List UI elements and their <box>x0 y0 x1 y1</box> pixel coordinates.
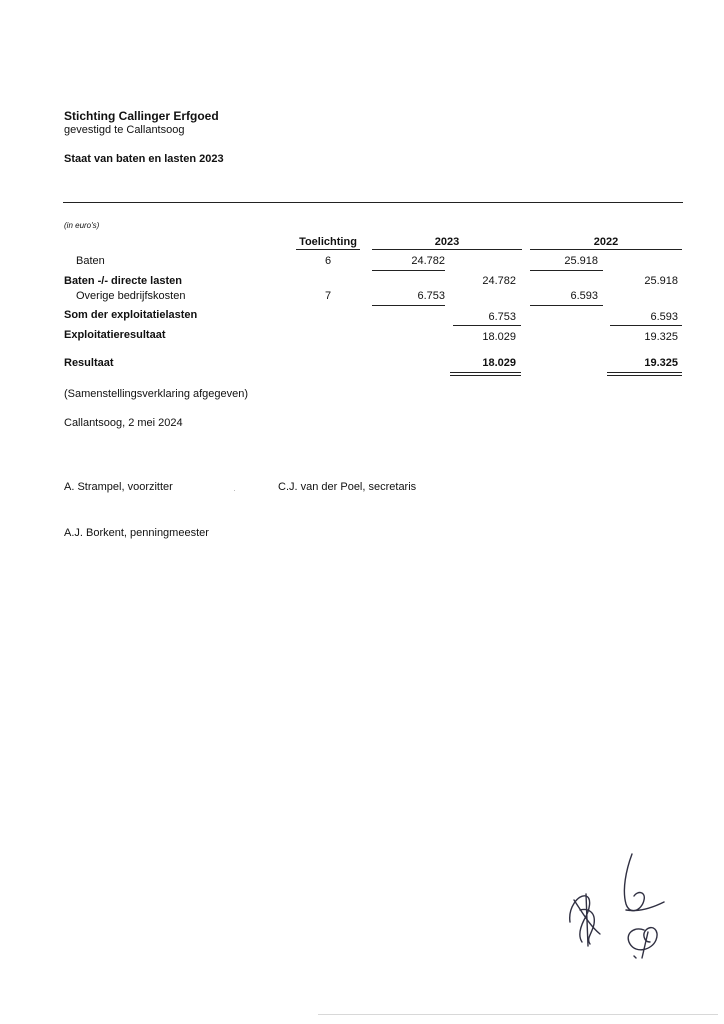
signatory-secretary: C.J. van der Poel, secretaris <box>278 481 417 493</box>
total-underline <box>453 325 521 326</box>
column-header-underline <box>296 249 360 250</box>
column-header-underline <box>372 249 522 250</box>
header-divider <box>63 202 683 203</box>
row-label-exploitatieresultaat: Exploitatieresultaat <box>64 329 166 341</box>
compilation-statement: (Samenstellingsverklaring afgegeven) <box>64 388 249 400</box>
place-and-date: Callantsoog, 2 mei 2024 <box>64 417 183 429</box>
value-som-der-exploitatielasten-2023: 6.753 <box>488 311 516 323</box>
signatory-treasurer: A.J. Borkent, penningmeester <box>64 527 209 539</box>
subtotal-underline <box>372 270 445 271</box>
scan-speck <box>234 490 235 491</box>
row-label-baten-min-directe-lasten: Baten -/- directe lasten <box>64 275 182 287</box>
row-label-overige-bedrijfskosten: Overige bedrijfskosten <box>76 290 186 302</box>
value-resultaat-2022: 19.325 <box>644 357 678 369</box>
value-exploitatieresultaat-2023: 18.029 <box>482 331 516 343</box>
value-resultaat-2023: 18.029 <box>482 357 516 369</box>
subtotal-underline <box>372 305 445 306</box>
value-baten-2023: 24.782 <box>411 255 445 267</box>
row-label-baten: Baten <box>76 255 105 267</box>
organization-location: gevestigd te Callantsoog <box>64 124 185 136</box>
value-overige-bedrijfskosten-2022: 6.593 <box>570 290 598 302</box>
row-note: 7 <box>324 290 332 302</box>
handwritten-initials-signature <box>560 850 680 970</box>
column-header-toelichting: Toelichting <box>299 236 357 248</box>
value-baten-min-directe-lasten-2022: 25.918 <box>644 275 678 287</box>
value-baten-min-directe-lasten-2023: 24.782 <box>482 275 516 287</box>
organization-name: Stichting Callinger Erfgoed <box>64 109 219 123</box>
column-header-2022: 2022 <box>593 236 619 248</box>
column-header-2023: 2023 <box>434 236 460 248</box>
grand-total-double-underline <box>607 372 682 376</box>
value-som-der-exploitatielasten-2022: 6.593 <box>650 311 678 323</box>
value-baten-2022: 25.918 <box>564 255 598 267</box>
value-overige-bedrijfskosten-2023: 6.753 <box>417 290 445 302</box>
grand-total-double-underline <box>450 372 521 376</box>
scan-edge-line <box>318 1014 718 1015</box>
subtotal-underline <box>530 305 603 306</box>
currency-unit-note: (in euro's) <box>64 221 100 230</box>
row-note: 6 <box>324 255 332 267</box>
row-label-resultaat: Resultaat <box>64 357 114 369</box>
signatory-chair: A. Strampel, voorzitter <box>64 481 173 493</box>
total-underline <box>610 325 682 326</box>
value-exploitatieresultaat-2022: 19.325 <box>644 331 678 343</box>
document-title: Staat van baten en lasten 2023 <box>64 153 224 165</box>
subtotal-underline <box>530 270 603 271</box>
row-label-som-der-exploitatielasten: Som der exploitatielasten <box>64 309 198 321</box>
column-header-underline <box>530 249 682 250</box>
